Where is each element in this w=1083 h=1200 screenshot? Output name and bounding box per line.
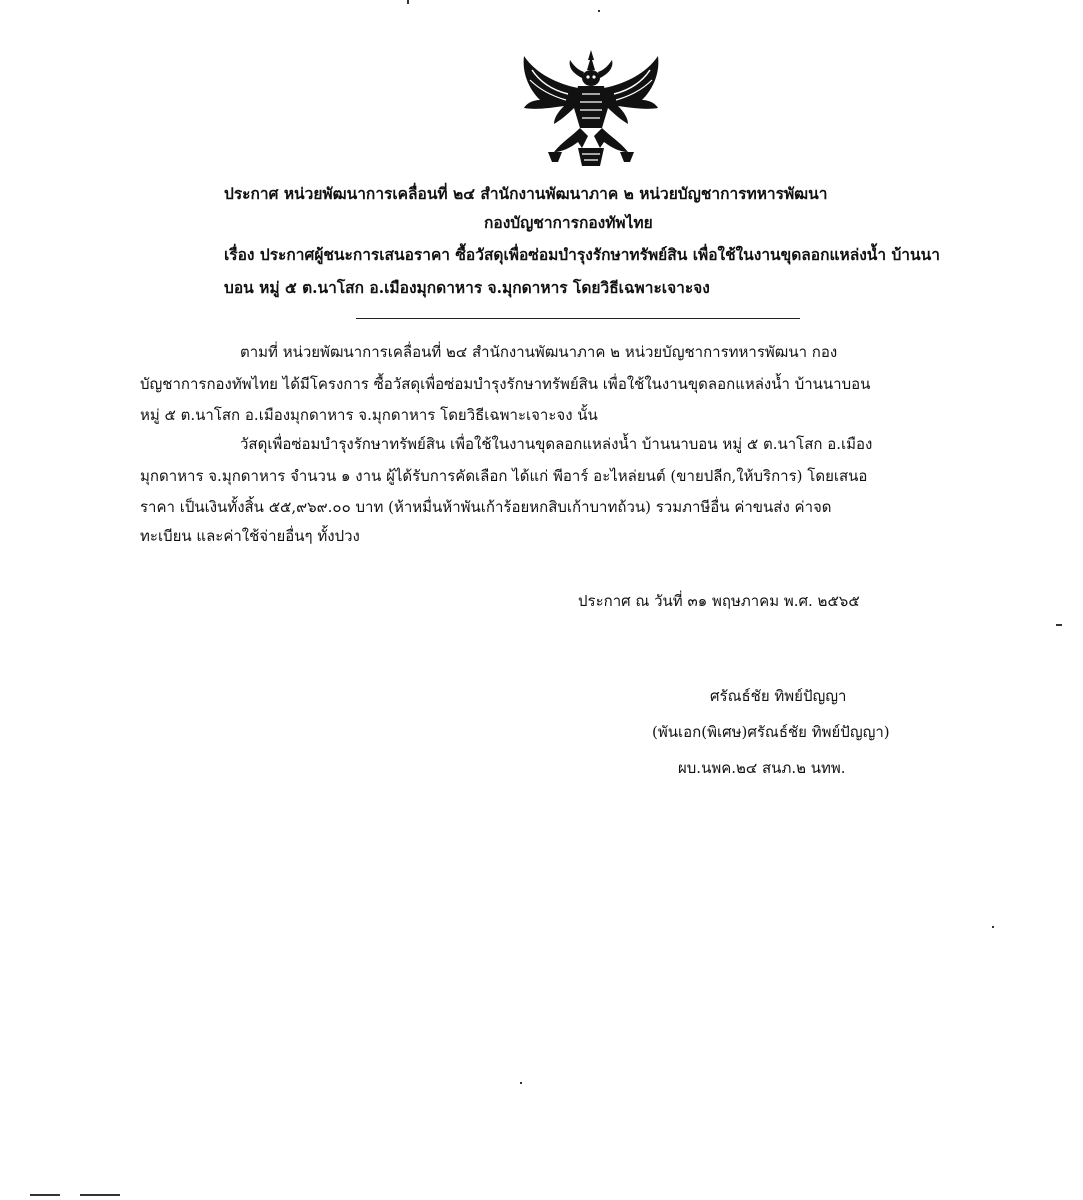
- paragraph-2-line-1: วัสดุเพื่อซ่อมบำรุงรักษาทรัพย์สิน เพื่อใช้ในงานขุดลอกแหล่งน้ำ บ้านนาบอน หมู่ ๕ ต.นาโสก อ.เมือง: [240, 435, 873, 453]
- paragraph-1-line-2: บัญชาการกองทัพไทย ได้มีโครงการ ซื้อวัสดุเพื่อซ่อมบำรุงรักษาทรัพย์สิน เพื่อใช้ในงานขุดลอกแหล่งน้ำ บ้านนาบอน: [140, 375, 871, 393]
- signatory-full-name: (พันเอก(พิเศษ)ศรัณธ์ชัย ทิพย์ปัญญา): [652, 723, 890, 741]
- paragraph-1-line-1: ตามที่ หน่วยพัฒนาการเคลื่อนที่ ๒๔ สำนักงานพัฒนาภาค ๒ หน่วยบัญชาการทหารพัฒนา กอง: [240, 343, 838, 361]
- heading-line-1: ประกาศ หน่วยพัฒนาการเคลื่อนที่ ๒๔ สำนักงานพัฒนาภาค ๒ หน่วยบัญชาการทหารพัฒนา: [224, 184, 828, 203]
- subject-line-2: บอน หมู่ ๕ ต.นาโสก อ.เมืองมุกดาหาร จ.มุกดาหาร โดยวิธีเฉพาะเจาะจง: [224, 278, 710, 297]
- signature-name: ศรัณธ์ชัย ทิพย์ปัญญา: [710, 687, 847, 705]
- scan-speck: [80, 1194, 120, 1196]
- scan-speck: [520, 1082, 522, 1084]
- paragraph-2-line-3: ราคา เป็นเงินทั้งสิ้น ๕๕,๙๖๙.๐๐ บาท (ห้าหมื่นห้าพันเก้าร้อยหกสิบเก้าบาทถ้วน) รวมภาษีอื่น ค่าขนส่ง ค่าจด: [140, 498, 832, 516]
- scan-speck: [30, 1194, 60, 1196]
- subject-line-1: เรื่อง ประกาศผู้ชนะการเสนอราคา ซื้อวัสดุเพื่อซ่อมบำรุงรักษาทรัพย์สิน เพื่อใช้ในงานขุดลอกแหล่งน้ำ บ้านนา: [224, 245, 940, 264]
- scan-speck: [1056, 624, 1062, 626]
- announcement-date: ประกาศ ณ วันที่ ๓๑ พฤษภาคม พ.ศ. ๒๕๖๕: [578, 592, 860, 610]
- scan-speck: [992, 926, 994, 928]
- paragraph-1-line-3: หมู่ ๕ ต.นาโสก อ.เมืองมุกดาหาร จ.มุกดาหาร โดยวิธีเฉพาะเจาะจง นั้น: [140, 406, 598, 424]
- garuda-emblem-icon: [518, 48, 664, 172]
- scan-speck: [407, 0, 409, 4]
- heading-divider: [356, 318, 800, 319]
- signatory-position: ผบ.นพค.๒๔ สนภ.๒ นทพ.: [678, 759, 846, 777]
- paragraph-2-line-4: ทะเบียน และค่าใช้จ่ายอื่นๆ ทั้งปวง: [140, 527, 360, 545]
- scan-speck: [598, 10, 600, 12]
- paragraph-2-line-2: มุกดาหาร จ.มุกดาหาร จำนวน ๑ งาน ผู้ได้รับการคัดเลือก ได้แก่ พีอาร์ อะไหล่ยนต์ (ขายปลีก,ให้บริการ) โดยเสนอ: [140, 467, 868, 485]
- heading-line-2: กองบัญชาการกองทัพไทย: [484, 213, 653, 232]
